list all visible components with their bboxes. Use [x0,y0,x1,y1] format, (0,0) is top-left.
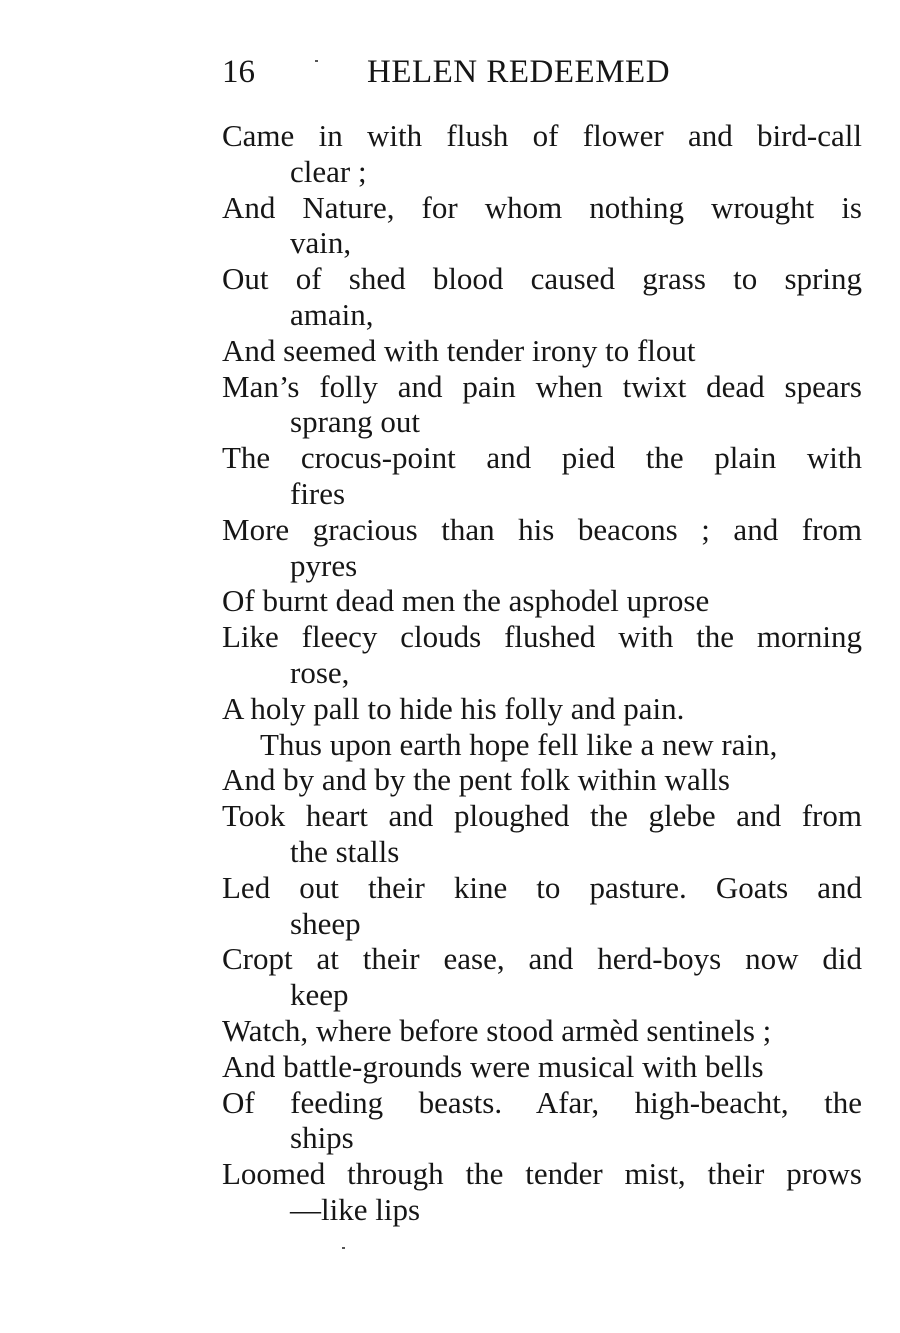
poem-line: Loomed through the tender mist, their prows [222,1156,862,1192]
poem-line: Out of shed blood caused grass to spring [222,261,862,297]
poem-line: And Nature, for whom nothing wrought is [222,189,862,225]
poem-line-continuation: vain, [290,225,352,261]
poem-line: A holy pall to hide his folly and pain. [222,690,685,726]
poem-line: And battle-grounds were musical with bells [222,1048,764,1084]
poem-line-continuation: sheep [290,905,361,941]
poem-line: Man’s folly and pain when twixt dead spears [222,368,862,404]
poem-line: Watch, where before stood armèd sentinels ; [222,1012,772,1048]
poem-line: Led out their kine to pasture. Goats and [222,869,862,905]
poem-line: The crocus-point and pied the plain with [222,440,862,476]
poem-line-continuation: fires [290,475,346,511]
poem-line: More gracious than his beacons ; and from [222,511,862,547]
poem-body [222,118,862,1228]
poem-line-continuation: —like lips [290,1191,421,1227]
poem-line: Of burnt dead men the asphodel uprose [222,583,710,619]
page-number: 16 [222,54,255,90]
poem-line: And by and by the pent folk within walls [222,762,730,798]
poem-line: Like fleecy clouds flushed with the morning [222,619,862,655]
poem-line: Took heart and ploughed the glebe and from [222,798,862,834]
poem-line-continuation: keep [290,977,349,1013]
scan-speck [315,60,318,62]
poem-line-continuation: clear ; [290,153,367,189]
poem-line: Cropt at their ease, and herd-boys now did [222,941,862,977]
page-header [222,50,862,94]
poem-line-continuation: amain, [290,296,374,332]
poem-line-continuation: the stalls [290,833,400,869]
poem-line-continuation: pyres [290,547,358,583]
poem-line: Of feeding beasts. Afar, high-beacht, the [222,1084,862,1120]
poem-line: And seemed with tender irony to flout [222,332,696,368]
poem-line-indented: Thus upon earth hope fell like a new rain, [260,726,778,762]
running-title: HELEN REDEEMED [367,54,671,90]
poem-line-continuation: rose, [290,654,350,690]
poem-line-continuation: sprang out [290,404,421,440]
scan-speck [342,1247,345,1249]
poem-line-continuation: ships [290,1120,354,1156]
poem-line: Came in with flush of flower and bird-call [222,118,862,153]
